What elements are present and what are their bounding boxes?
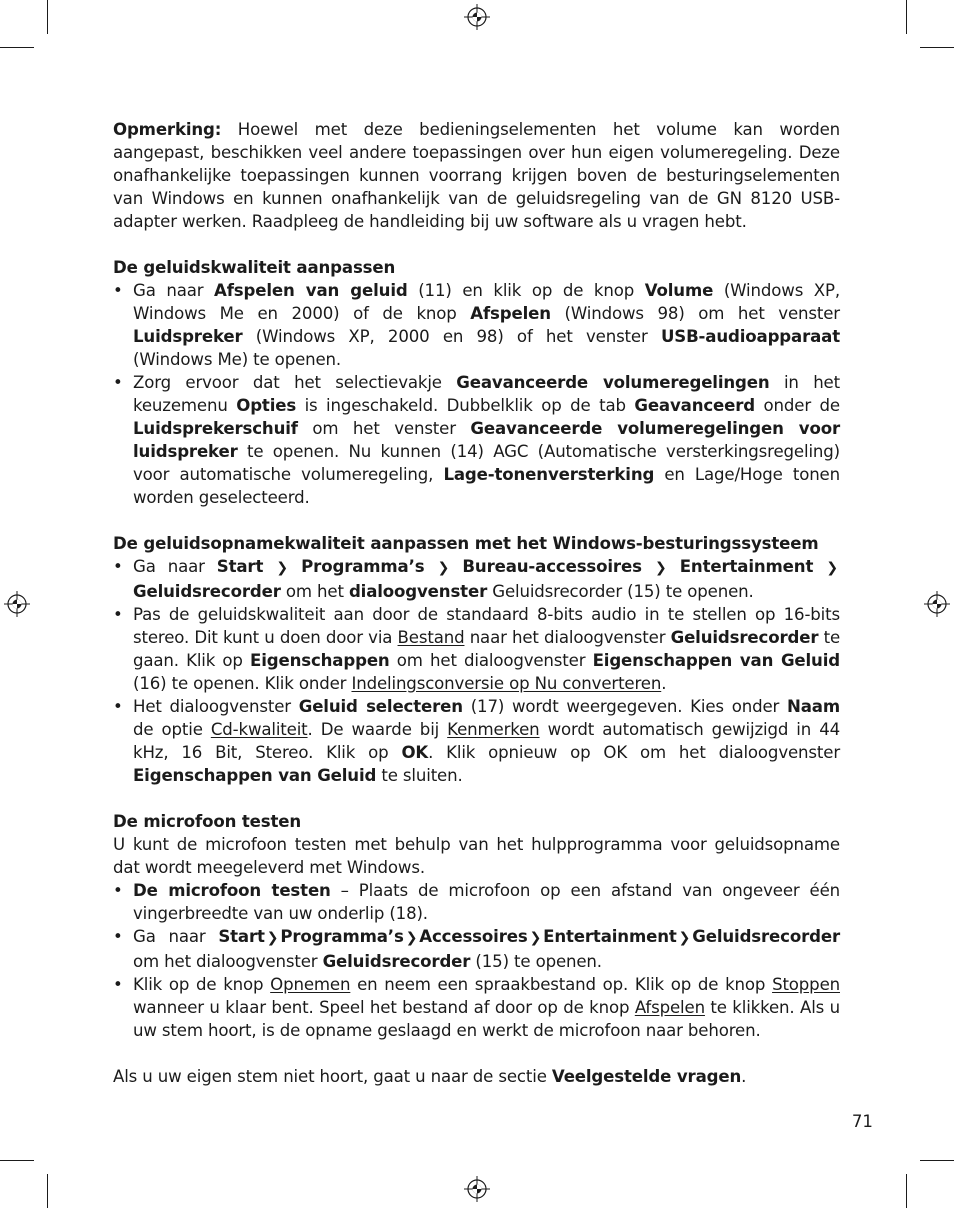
- page-number: 71: [851, 1112, 873, 1131]
- crosshair-target-icon: [4, 591, 30, 617]
- crop-mark-bottom-right-vertical: [906, 1174, 907, 1208]
- sound-quality-list: [113, 279, 840, 509]
- chevron-right-icon: ❯: [426, 560, 461, 576]
- list-item: • Ga naar Start ❯ Programma’s ❯ Bureau-accessoires ❯ Entertainment ❯ Geluidsrecorder om het dialoogvenster Geluidsrecorder (15) te openen.: [113, 555, 840, 603]
- mic-test-intro: U kunt de microfoon testen met behulp van het hulpprogramma voor geluidsopname dat wordt meegeleverd met Windows.: [113, 835, 840, 877]
- note-label: Opmerking:: [113, 120, 222, 139]
- list-item: • Pas de geluidskwaliteit aan door de standaard 8-bits audio in te stellen op 16-bits stereo. Dit kunt u doen door via Bestand naar het dialoogvenster Geluidsrecorder te gaan. Klik op Eigenschappen om het dialoogvenster Eigenschappen van Geluid (16) te openen. Klik onder Indelingsconversie op Nu converteren.: [113, 603, 840, 695]
- crop-mark-top-right-horizontal: [920, 47, 954, 48]
- page-content: [113, 118, 840, 1088]
- list-item: • Ga naar Afspelen van geluid (11) en klik op de knop Volume (Windows XP, Windows Me en 2000) of de knop Afspelen (Windows 98) om het venster Luidspreker (Windows XP, 2000 en 98) of het venster USB-audioapparaat (Windows Me) te openen.: [113, 279, 840, 371]
- crop-mark-top-right-vertical: [906, 0, 907, 34]
- chevron-right-icon: ❯: [265, 560, 300, 576]
- crop-mark-bottom-right-horizontal: [920, 1160, 954, 1161]
- list-item: • Ga naar Start ❯ Programma’s ❯ Accessoires ❯ Entertainment ❯ Geluidsrecorder om het dialoogvenster Geluidsrecorder (15) te openen.: [113, 925, 840, 973]
- list-item: • Het dialoogvenster Geluid selecteren (17) wordt weergegeven. Kies onder Naam de optie Cd-kwaliteit. De waarde bij Kenmerken wordt automatisch gewijzigd in 44 kHz, 16 Bit, Stereo. Klik op OK. Klik opnieuw op OK om het dialoogvenster Eigenschappen van Geluid te sluiten.: [113, 695, 840, 787]
- note-text: Hoewel met deze bedieningselementen het volume kan worden aangepast, beschikken veel andere toepassingen over hun eigen volumeregeling. Deze onafhankelijke toepassingen kunnen voorrang krijgen boven de besturingselementen van Windows en kunnen onafhankelijk van de geluidsregeling van de GN 8120 USB-adapter werken. Raadpleeg de handleiding bij uw software als u vragen hebt.: [113, 120, 841, 231]
- crop-mark-bottom-left-horizontal: [0, 1160, 34, 1161]
- crosshair-target-icon: [924, 591, 950, 617]
- crop-mark-top-left-vertical: [47, 0, 48, 34]
- chevron-right-icon: ❯: [529, 930, 542, 946]
- section-heading-recording-quality: De geluidsopnamekwaliteit aanpassen met het Windows-besturingssysteem: [113, 534, 819, 553]
- list-item: • Klik op de knop Opnemen en neem een spraakbestand op. Klik op de knop Stoppen wanneer u klaar bent. Speel het bestand af door op de knop Afspelen te klikken. Als u uw stem hoort, is de opname geslaagd en werkt de microfoon naar behoren.: [113, 973, 840, 1042]
- crosshair-target-icon: [464, 4, 490, 30]
- crosshair-target-icon: [464, 1176, 490, 1202]
- chevron-right-icon: ❯: [643, 560, 678, 576]
- list-item: • De microfoon testen – Plaats de microfoon op een afstand van ongeveer één vingerbreedte van uw onderlip (18).: [113, 879, 840, 925]
- note-paragraph: [113, 118, 840, 233]
- chevron-right-icon: ❯: [815, 560, 838, 576]
- mic-test-list: [113, 879, 840, 1042]
- chevron-right-icon: ❯: [266, 930, 279, 946]
- list-item: • Zorg ervoor dat het selectievakje Geavanceerde volumeregelingen in het keuzemenu Opties is ingeschakeld. Dubbelklik op de tab Geavanceerd onder de Luidsprekerschuif om het venster Geavanceerde volumeregelingen voor luidspreker te openen. Nu kunnen (14) AGC (Automatische versterkingsregeling) voor automatische volumeregeling, Lage-tonenversterking en Lage/Hoge tonen worden geselecteerd.: [113, 371, 840, 509]
- section-heading-sound-quality: De geluidskwaliteit aanpassen: [113, 258, 396, 277]
- chevron-right-icon: ❯: [678, 930, 691, 946]
- crop-mark-bottom-left-vertical: [47, 1174, 48, 1208]
- section-heading-mic-test: De microfoon testen: [113, 812, 302, 831]
- chevron-right-icon: ❯: [405, 930, 418, 946]
- recording-quality-list: [113, 555, 840, 787]
- crop-mark-top-left-horizontal: [0, 47, 34, 48]
- closing-paragraph: Als u uw eigen stem niet hoort, gaat u naar de sectie Veelgestelde vragen.: [113, 1067, 747, 1086]
